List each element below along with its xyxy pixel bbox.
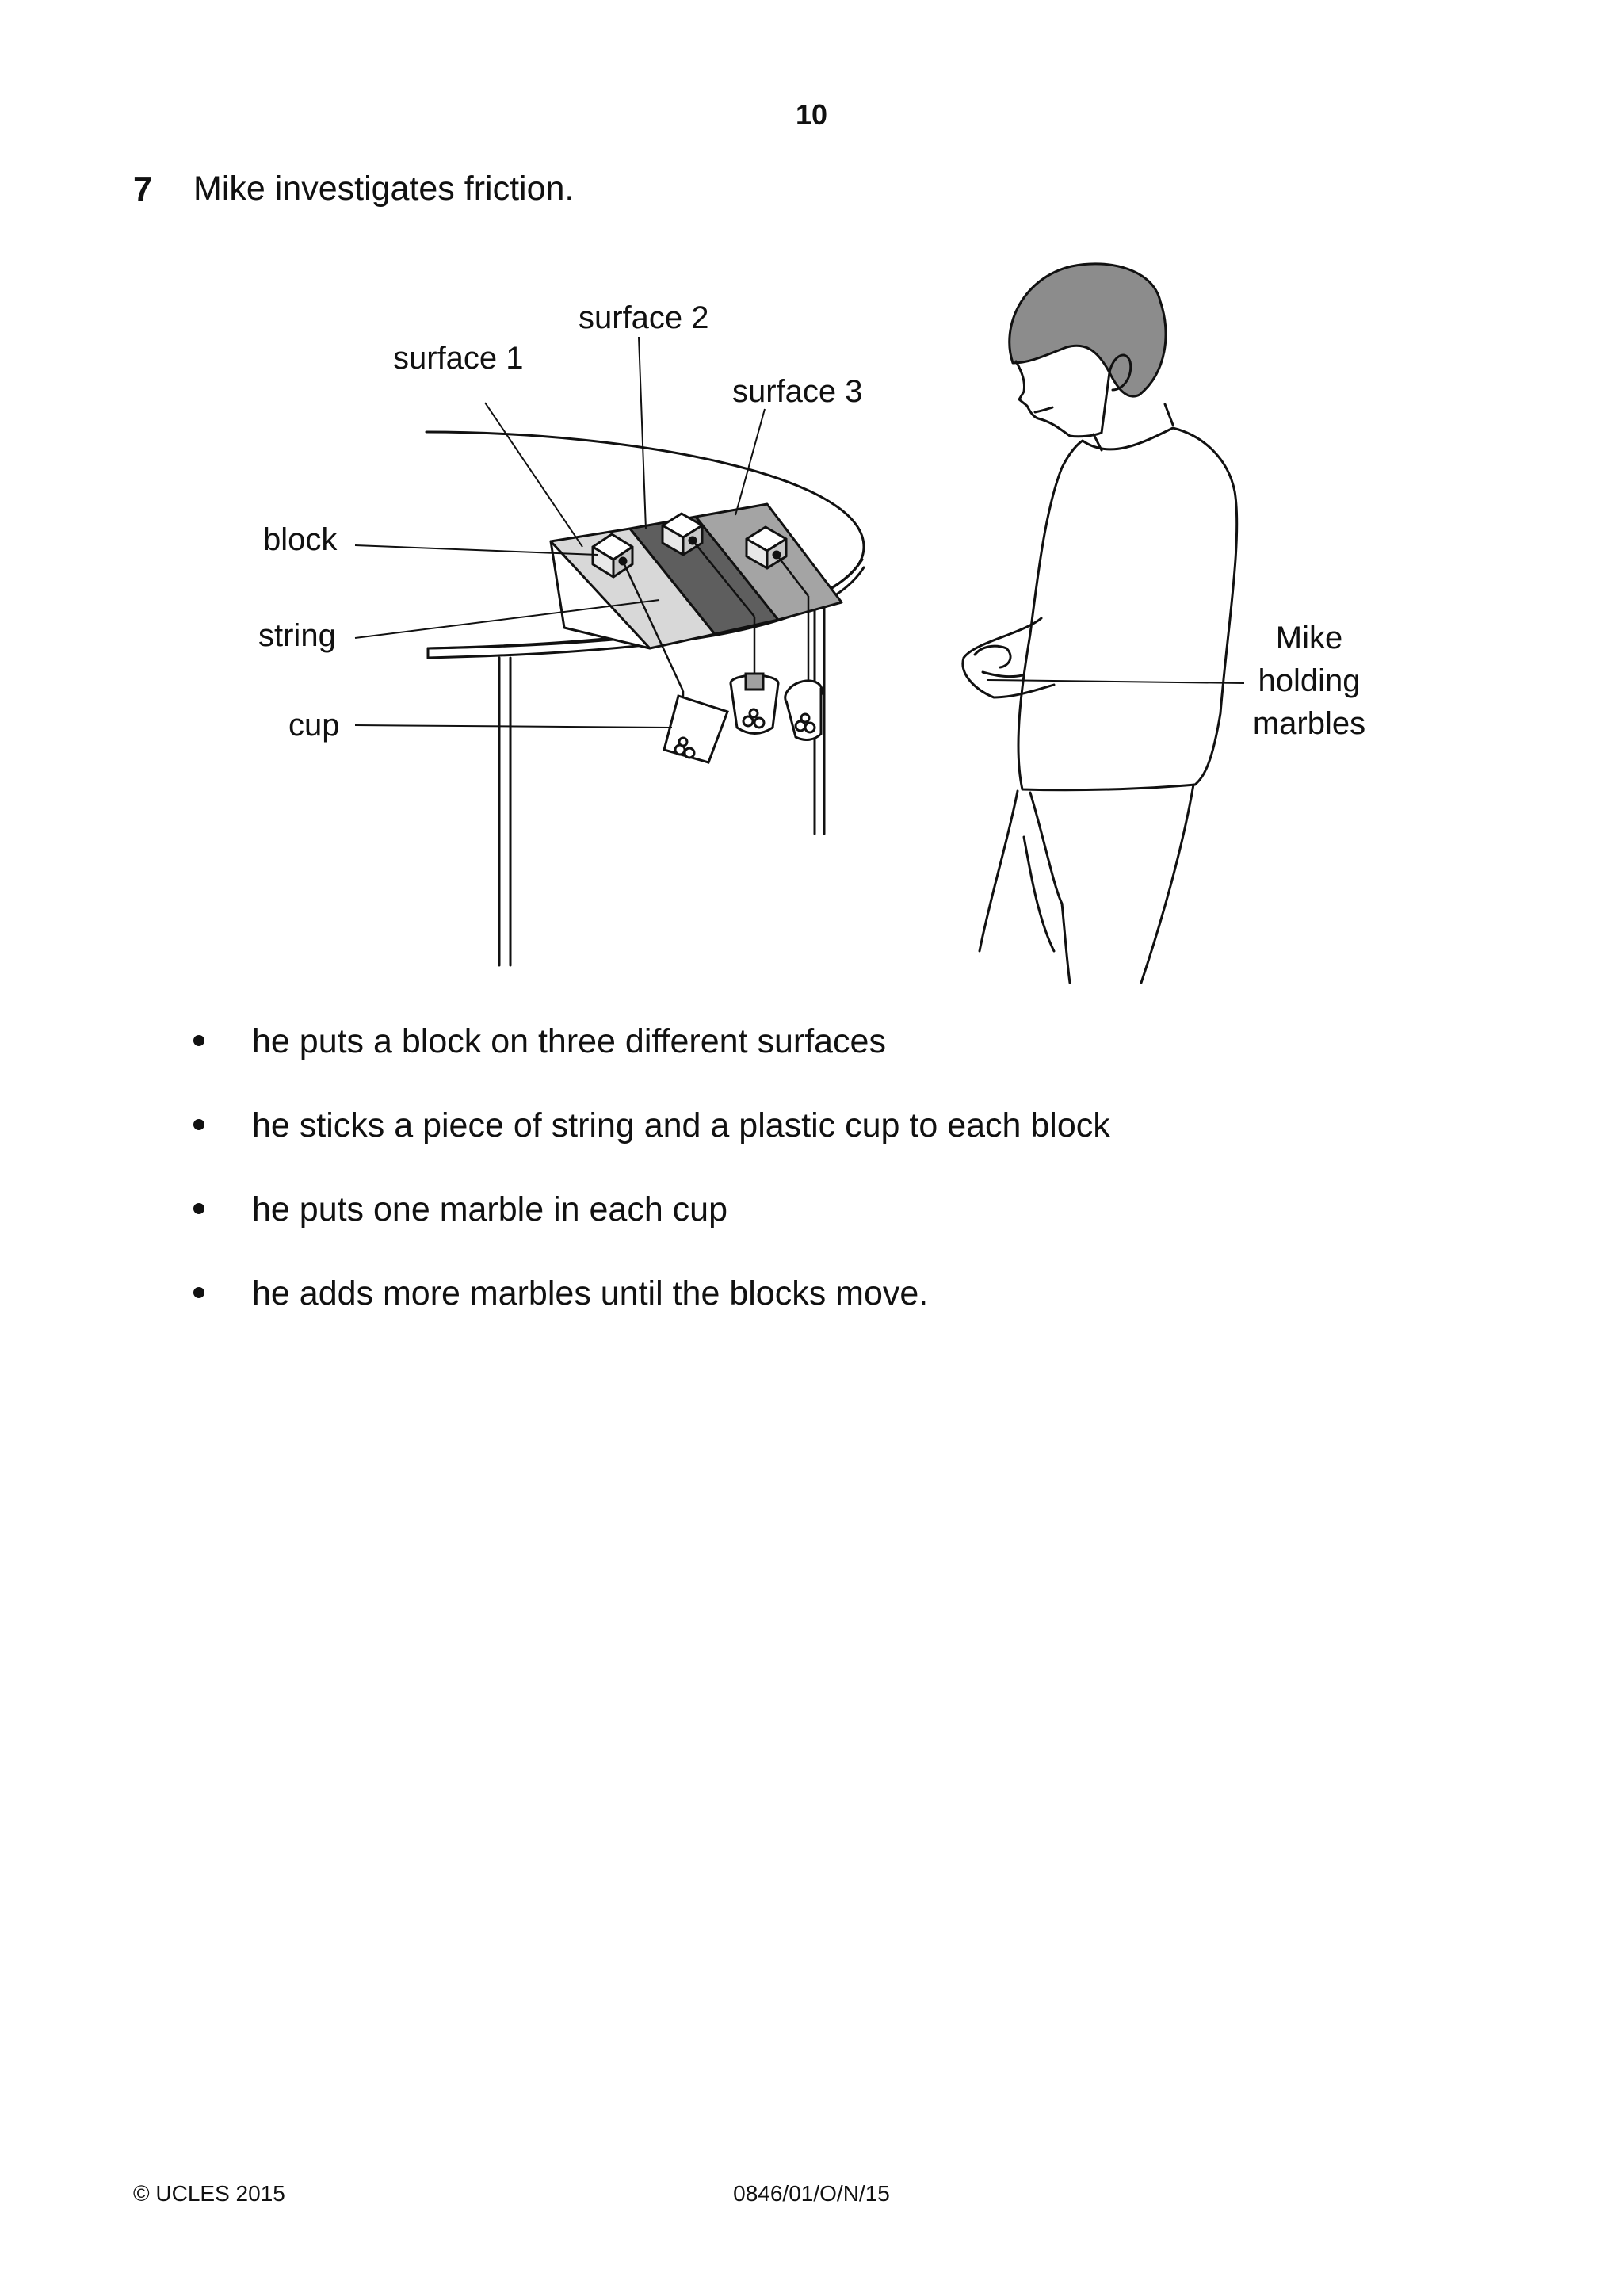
bullet-item xyxy=(193,1022,1110,1106)
page-number: 10 xyxy=(795,98,828,131)
label-string: string xyxy=(258,618,336,653)
label-surface-3: surface 3 xyxy=(732,374,863,409)
label-surface-1: surface 1 xyxy=(393,341,524,376)
bullet-dot xyxy=(193,1119,204,1130)
mike-torso xyxy=(1018,428,1237,790)
label-mike-1: Mike xyxy=(1275,621,1343,655)
leader-cup xyxy=(355,725,672,728)
mike-legs xyxy=(980,785,1193,983)
label-mike-3: marbles xyxy=(1252,706,1366,741)
bullet-dot xyxy=(193,1203,204,1214)
mike-hands xyxy=(975,646,1022,676)
leader-mike xyxy=(987,680,1244,683)
mike-hair xyxy=(1010,264,1166,396)
bullet-item xyxy=(193,1274,1110,1358)
bullet-list xyxy=(193,1022,1110,1358)
bullet-text: he adds more marbles until the blocks move. xyxy=(252,1274,929,1312)
friction-experiment-figure xyxy=(0,0,1623,999)
question-number: 7 xyxy=(133,170,153,208)
label-surface-2: surface 2 xyxy=(579,300,709,335)
label-block: block xyxy=(263,522,338,557)
leader-surface-3 xyxy=(735,409,765,515)
mike-face xyxy=(1016,361,1109,437)
label-mike-2: holding xyxy=(1258,663,1361,698)
bullet-item xyxy=(193,1190,1110,1274)
bullet-item xyxy=(193,1106,1110,1190)
cup-3 xyxy=(781,676,826,740)
copyright-footer: © UCLES 2015 xyxy=(133,2181,285,2206)
leader-surface-1 xyxy=(485,403,582,547)
mike-arm xyxy=(963,618,1054,697)
bullet-text: he puts one marble in each cup xyxy=(252,1190,728,1228)
paper-code-footer: 0846/01/O/N/15 xyxy=(733,2181,890,2206)
leader-surface-2 xyxy=(639,337,646,529)
bullet-dot xyxy=(193,1287,204,1298)
cup-1 xyxy=(664,696,727,762)
cup-2 xyxy=(731,674,778,734)
bullet-dot xyxy=(193,1035,204,1046)
label-cup: cup xyxy=(288,708,340,743)
bullet-text: he sticks a piece of string and a plastic cup to each block xyxy=(252,1106,1110,1144)
bullet-text: he puts a block on three different surfaces xyxy=(252,1022,886,1060)
question-text: Mike investigates friction. xyxy=(193,170,575,208)
mike-figure xyxy=(963,264,1237,983)
